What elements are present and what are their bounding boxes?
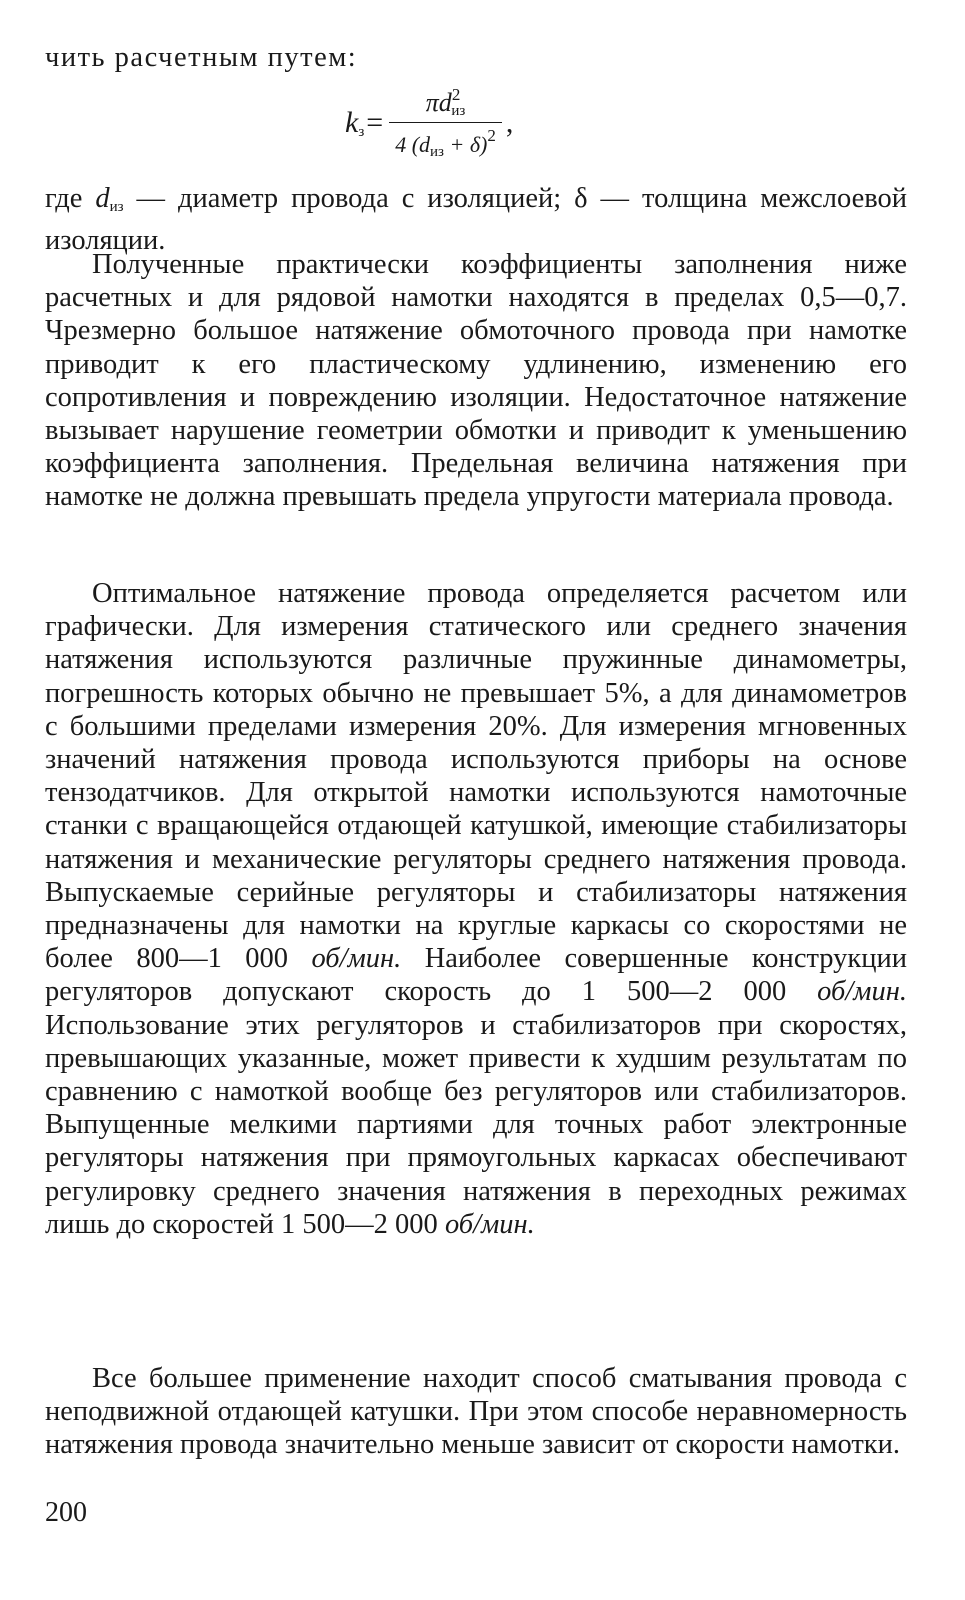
page-number: 200 (45, 1497, 87, 1528)
formula-fraction (389, 85, 502, 161)
continuation-line: чить расчетным путем: (45, 42, 358, 73)
formula-comma: , (505, 106, 514, 139)
formula-denominator: 4 $(d_{из} + \delta)^2$ (389, 122, 502, 161)
paragraph-unwinding: Все большее применение находит способ сматывания провода с неподвижной отдающей катушки. При этом способе неравномерность натяжения провода значительно меньше зависит от скорости намотки. (45, 1363, 907, 1461)
paragraph-definitions: где $d_{из}$ — диаметр провода с изоляцией; δ — толщина межслоевой изоляции. (45, 183, 908, 257)
paragraph-optimal-tension: Оптимальное натяжение провода определяется расчетом или графически. Для измерения статического или среднего значения натяжения используются различные пружинные динамометры, погрешность которых обычно не превышает 5%, а для динамометров с большими пределами измерения 20%. Для измерения мгновенных значений натяжения провода используются приборы на основе тензодатчиков. Для открытой намотки используются намоточные станки с вращающейся отдающей катушкой, имеющие стабилизаторы натяжения и механические регуляторы среднего натяжения провода. Выпускаемые серийные регуляторы и стабилизаторы натяжения предназначены для намотки на круглые каркасы со скоростями не более 800—1 000 об/мин. Наиболее совершенные конструкции регуляторов допускают скорость до 1 500—2 000 об/мин. Использование этих регуляторов и стабилизаторов при скоростях, превышающих указанные, может привести к худшим результатам по сравнению с намоткой вообще без регуляторов или стабилизаторов. Выпущенные мелкими партиями для точных работ электронные регуляторы натяжения при прямоугольных каркасах обеспечивают регулировку среднего значения натяжения в переходных режимах лишь до скоростей 1 500—2 000 об/мин. (45, 578, 907, 1240)
formula-numerator: $\pi d^2_{из}$ (425, 85, 466, 119)
formula-lhs: $k_з$ (345, 105, 365, 140)
formula-equals: = (366, 106, 384, 139)
fill-factor-formula (345, 85, 514, 160)
paragraph-fill-factors: Полученные практически коэффициенты заполнения ниже расчетных и для рядовой намотки находятся в пределах 0,5—0,7. Чрезмерно большое натяжение обмоточного провода при намотке приводит к его пластическому удлинению, изменению его сопротивления и повреждению изоляции. Недостаточное натяжение вызывает нарушение геометрии обмотки и приводит к уменьшению коэффициента заполнения. Предельная величина натяжения при намотке не должна превышать предела упругости материала провода. (45, 249, 907, 513)
